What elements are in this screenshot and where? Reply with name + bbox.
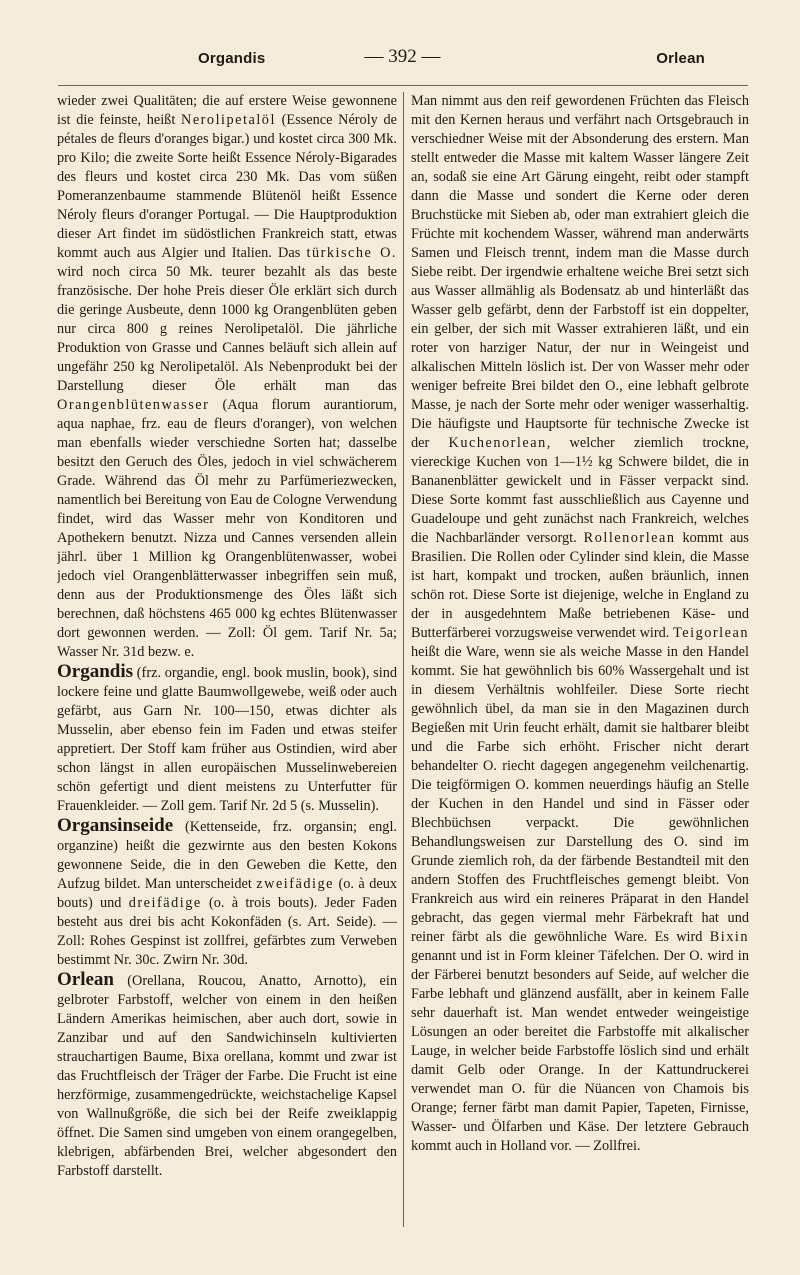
spaced-term: Nerolipetalöl — [181, 112, 276, 128]
text-run: (o. à trois bouts). Jeder Faden besteht aus drei bis acht Kokonfäden (s. Art. Seide). — Zoll: Rohes Gespinst ist zollfrei, gefärbtes zum Verweben bestimmt Nr. 30c. Zwirn Nr. 30d. — [57, 895, 397, 968]
text-run: genannt und ist in Form kleiner Täfelchen. Der O. wird in der Färberei benutzt besonders auf Seide, auf welcher die Farbe lebhaft und glänzend ausfällt, aber in keinem Falle sehr dauerhaft ist. Man wendet entweder weingeistige Lösungen an oder bereitet die Farbstoffe mit alkalischer Lauge, in welcher beide Farbstoffe löslich sind und erhält damit Gelb oder Orange. In der Kattundruckerei verwendet man O. für die Nüancen von Chamois bis Orange; ferner färbt man damit Papier, Tapeten, Firnisse, Wasser- und Ölfarben und Käse. Der letztere Gebrauch kommt auch in Holland vor. — Zollfrei. — [411, 948, 749, 1154]
entry-orlean-continuation — [411, 92, 749, 1156]
text-run: kommt aus Brasilien. Die Rollen oder Cylinder sind klein, die Masse ist hart, kompakt und trocken, außen bräunlich, innen schön rot. Diese Sorte ist diejenige, welche in England zu der in ausgedehntem Maße betriebenen Käse- und Butterfärberei vorzugsweise verwendet wird. — [411, 530, 749, 641]
page-number: — 392 — — [364, 46, 441, 67]
text-run: Man nimmt aus den reif gewordenen Früchten das Fleisch mit den Kernen heraus und verfährt nach Ortsgebrauch in verschiedner Weise mit der Absonderung des erstern. Man stellt entweder die Masse mit kaltem Wasser längere Zeit an, sodaß sie eine Art Gärung eingeht, reibt oder stampft dann die Masse und sondert die Kerne oder deren Bruchstücke mit Sieben ab, oder man extrahiert gleich die Früchte mit kochendem Wasser, während man anderwärts Samen und Fleisch trennt, indem man die Masse durch Siebe reibt. Der irgendwie erhaltene weiche Brei setzt sich aus Wasser allmählig als Bodensatz ab und hinterläßt das Wasser gelb gefärbt, denn der Farbstoff ist ein doppelter, ein gelber, der sich mit Wasser extrahieren läßt, und ein roter von harziger Natur, der nur in Weingeist und alkalischen Mitteln löslich ist. Der von Wasser mehr oder weniger befreite Brei bildet den O., eine lebhaft gelbrote Masse, je nach der Sorte mehr oder weniger wasserhaltig. Die häufigste und Hauptsorte für technische Zwecke ist der — [411, 93, 749, 451]
entry-continuation-orangenoel — [57, 92, 397, 662]
entry-lemma: Organsinseide — [57, 815, 174, 836]
spaced-term: Teigorlean — [673, 625, 749, 641]
text-run: heißt die Ware, wenn sie als weiche Masse in den Handel kommt. Sie hat gewöhnlich bis 60% Wassergehalt und ist in diesem Verhältnis wohlfeiler. Diese Sorte riecht gewöhnlich übel, da man sie in den Magazinen durch Begießen mit Urin feucht erhält, damit sie haltbarer bleibt und die Farbe sich erhöht. Frischer nicht derart behandelter O. riecht dagegen angegenehm veilchenartig. Die teigförmigen O. kommen neuerdings häufig an Stelle der Kuchen in den Handel und sind in Fässer oder Blechbüchsen verpackt. Die gewöhnlichen Behandlungsweisen zur Darstellung des O. sind im Grunde ziemlich roh, da der färbende Bestandteil mit den andern Stoffen des Fruchtfleisches gemengt bleibt. Von Frankreich aus wird ein reineres Präparat in den Handel gebracht, das gegen viermal mehr Färbekraft hat und reiner färbt als die gewöhnliche Ware. Es wird — [411, 644, 749, 945]
text-run: wird noch circa 50 Mk. teurer bezahlt als das beste französische. Der hohe Preis dieser Öle erklärt sich durch die geringe Ausbeute, denn 1000 kg Orangenblüten geben nur circa 800 g reines Nerolipetalöl. Die jährliche Produktion von Grasse und Cannes beläuft sich allein auf ungefähr 250 kg Nerolipetalöl. Als Nebenprodukt bei der Darstellung dieser Öle erhält man das — [57, 264, 397, 394]
text-run: wieder zwei Qualitäten; die auf erstere Weise gewonnene ist die feinste, heißt — [57, 93, 397, 128]
entry-organdis — [57, 662, 397, 816]
running-header — [60, 44, 745, 78]
header-left-keyword: Organdis — [198, 50, 266, 67]
text-run: (Aqua florum aurantiorum, aqua naphae, frz. eau de fleurs d'oranger), von welchen man ebenfalls wieder verschiedne Sorten hat; dasselbe besitzt den Geruch des Öles, jedoch in viel schwächerem Grade. Während das Öl mehr zu Parfümeriezwecken, namentlich bei Bereitung von Eau de Cologne Verwendung findet, wird das Wasser mehr von Konditoren und Apothekern benutzt. Nizza und Cannes versenden allein jährl. über 1 Million kg Orangenblütenwasser, wobei jedoch viel Orangenblätterwasser inbegriffen sein muß, denn aus der Produktionsmenge des Öles läßt sich berechnen, daß höchstens 465 000 kg echtes Blütenwasser dort gewonnen werden. — Zoll: Öl gem. Tarif Nr. 5a; Wasser Nr. 31d bezw. e. — [57, 397, 397, 660]
entry-text: (Orellana, Roucou, Anatto, Arnotto), ein gelbroter Farbstoff, welcher von einem in den heißen Ländern Amerikas heimischen, aber auch dort, sowie in Zanzibar und auf den Sandwichinseln kultivierten strauchartigen Baume, Bixa orellana, kommt und zwar ist das Fruchtfleisch der Träger der Farbe. Die Frucht ist eine herzförmige, zusammengedrückte, weichstachelige Kapsel von Wallnußgröße, die sich bei der Reife zweiklappig öffnet. Die Samen sind umgeben von einem orangegelben, klebrigen, abfärbenden Brei, welcher abgesondert den Farbstoff darstellt. — [57, 973, 397, 1179]
column-divider — [403, 92, 404, 1227]
entry-text: (frz. organdie, engl. book muslin, book), sind lockere feine und glatte Baumwollgewebe, weiß oder auch gefärbt, aus Garn Nr. 100—150, etwas dichter als Musselin, aber ebenso fein im Faden und etwas steifer appretiert. Der Stoff kam früher aus Ostindien, wird aber schon längst in allen europäischen Musselinwebereien schön gefertigt und dient meistens zu Unterfutter für Frauenkleider. — Zoll gem. Tarif Nr. 2d 5 (s. Musselin). — [57, 665, 397, 814]
spaced-term: Bixin — [709, 929, 749, 945]
entry-organsinseide — [57, 816, 397, 970]
right-column — [411, 92, 749, 1242]
header-rule — [58, 85, 748, 86]
text-run: (Kettenseide, frz. organsin; engl. organzine) heißt die gezwirnte aus den besten Kokons gewonnene Seide, die in den Geweben die Kette, den Aufzug bildet. Man unterscheidet — [57, 819, 397, 892]
spaced-term: türkische O. — [306, 245, 397, 261]
spaced-term: Kuchenorlean — [448, 435, 547, 451]
entry-lemma: Orlean — [57, 969, 114, 990]
text-run: (o. à deux bouts) und — [57, 876, 397, 911]
entry-orlean — [57, 970, 397, 1181]
text-run: (Essence Néroly de pétales de fleurs d'oranges bigar.) und kostet circa 300 Mk. pro Kilo; die zweite Sorte heißt Essence Néroly-Bigarades des fleurs und kostet circa 230 Mk. Das vom süßen Pomeranzenbaume stammende Blütenöl heißt Essence Néroly fleurs d'oranger Portugal. — Die Hauptproduktion dieser Art findet im südöstlichen Frankreich statt, etwas kommt auch aus Algier und Italien. Das — [57, 112, 397, 261]
spaced-term: Orangenblütenwasser — [57, 397, 210, 413]
spaced-term: dreifädige — [128, 895, 202, 911]
header-right-keyword: Orlean — [656, 50, 705, 67]
spaced-term: Rollenorlean — [583, 530, 676, 546]
entry-lemma: Organdis — [57, 661, 134, 682]
text-run: , welcher ziemlich trockne, viereckige Kuchen von 1—1½ kg Schwere bildet, die in Bananenblätter gewickelt und in Fässer verpackt sind. Diese Sorte kommt fast ausschließlich aus Cayenne und Guadeloupe und geht zunächst nach Frankreich, welches die Nachbarländer versorgt. — [411, 435, 749, 546]
left-column — [57, 92, 397, 1242]
spaced-term: zweifädige — [256, 876, 334, 892]
